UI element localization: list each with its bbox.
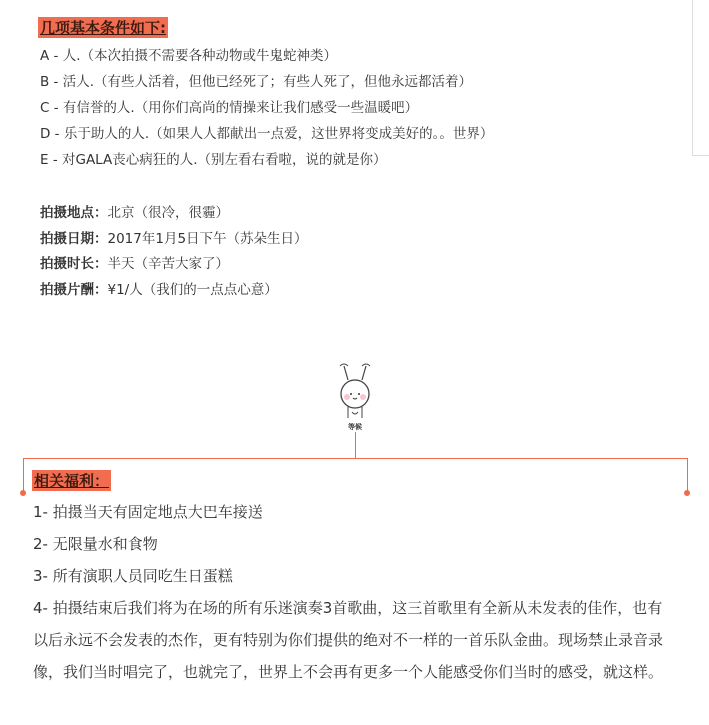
condition-e: E - 对GALA丧心病狂的人.（别左看右看啦，说的就是你） <box>40 152 387 168</box>
condition-d: D - 乐于助人的人.（如果人人都献出一点爱，这世界将变成美好的。。世界） <box>40 126 494 142</box>
conditions-heading: 几项基本条件如下: <box>40 19 166 37</box>
benefit-4: 4- 拍摄结束后我们将为在场的所有乐迷演奏3首歌曲，这三首歌里有全新从未发表的佳作，也有以后永远不会发表的杰作，更有特别为你们提供的绝对不一样的一首乐队金曲。现场禁止录音录像，我们当时唱完了，也就完了，世界上不会再有更多一个人能感受你们当时的感受，就这样。 <box>33 599 664 681</box>
benefit-2: 2- 无限量水和食物 <box>33 535 158 553</box>
condition-b: B - 活人.（有些人活着，但他已经死了；有些人死了，但他永远都活着） <box>40 74 473 90</box>
right-border <box>692 0 693 155</box>
connector-left-dot <box>20 490 26 496</box>
connector-right <box>687 458 688 491</box>
connector-vertical <box>355 432 356 458</box>
info-label: 拍摄地点： <box>40 205 108 221</box>
connector-left <box>23 458 24 491</box>
sticker-image <box>330 362 380 432</box>
benefits-heading: 相关福利： <box>34 472 110 490</box>
benefit-1: 1- 拍摄当天有固定地点大巴车接送 <box>33 503 263 521</box>
info-value: ¥1/人（我们的一点点心意） <box>107 282 278 298</box>
bunny-sticker-icon <box>330 362 380 420</box>
sticker-caption: 等候 <box>348 423 362 431</box>
connector-horizontal <box>23 458 688 459</box>
info-pay <box>40 278 278 298</box>
info-date <box>40 227 308 247</box>
info-value: 北京（很冷，很霾） <box>107 205 229 221</box>
right-border-bottom <box>692 155 709 156</box>
info-location <box>40 201 229 221</box>
info-value: 2017年1月5日下午（苏朵生日） <box>107 231 308 247</box>
condition-c: C - 有信誉的人.（用你们高尚的情操来让我们感受一些温暖吧） <box>40 100 419 116</box>
benefit-3: 3- 所有演职人员同吃生日蛋糕 <box>33 567 233 585</box>
connector-right-dot <box>684 490 690 496</box>
info-value: 半天（辛苦大家了） <box>107 256 229 272</box>
condition-a: A - 人.（本次拍摄不需要各种动物或牛鬼蛇神类） <box>40 48 337 64</box>
info-duration <box>40 252 229 272</box>
info-label: 拍摄日期： <box>40 231 108 247</box>
info-label: 拍摄片酬： <box>40 282 108 298</box>
info-label: 拍摄时长： <box>40 256 108 272</box>
